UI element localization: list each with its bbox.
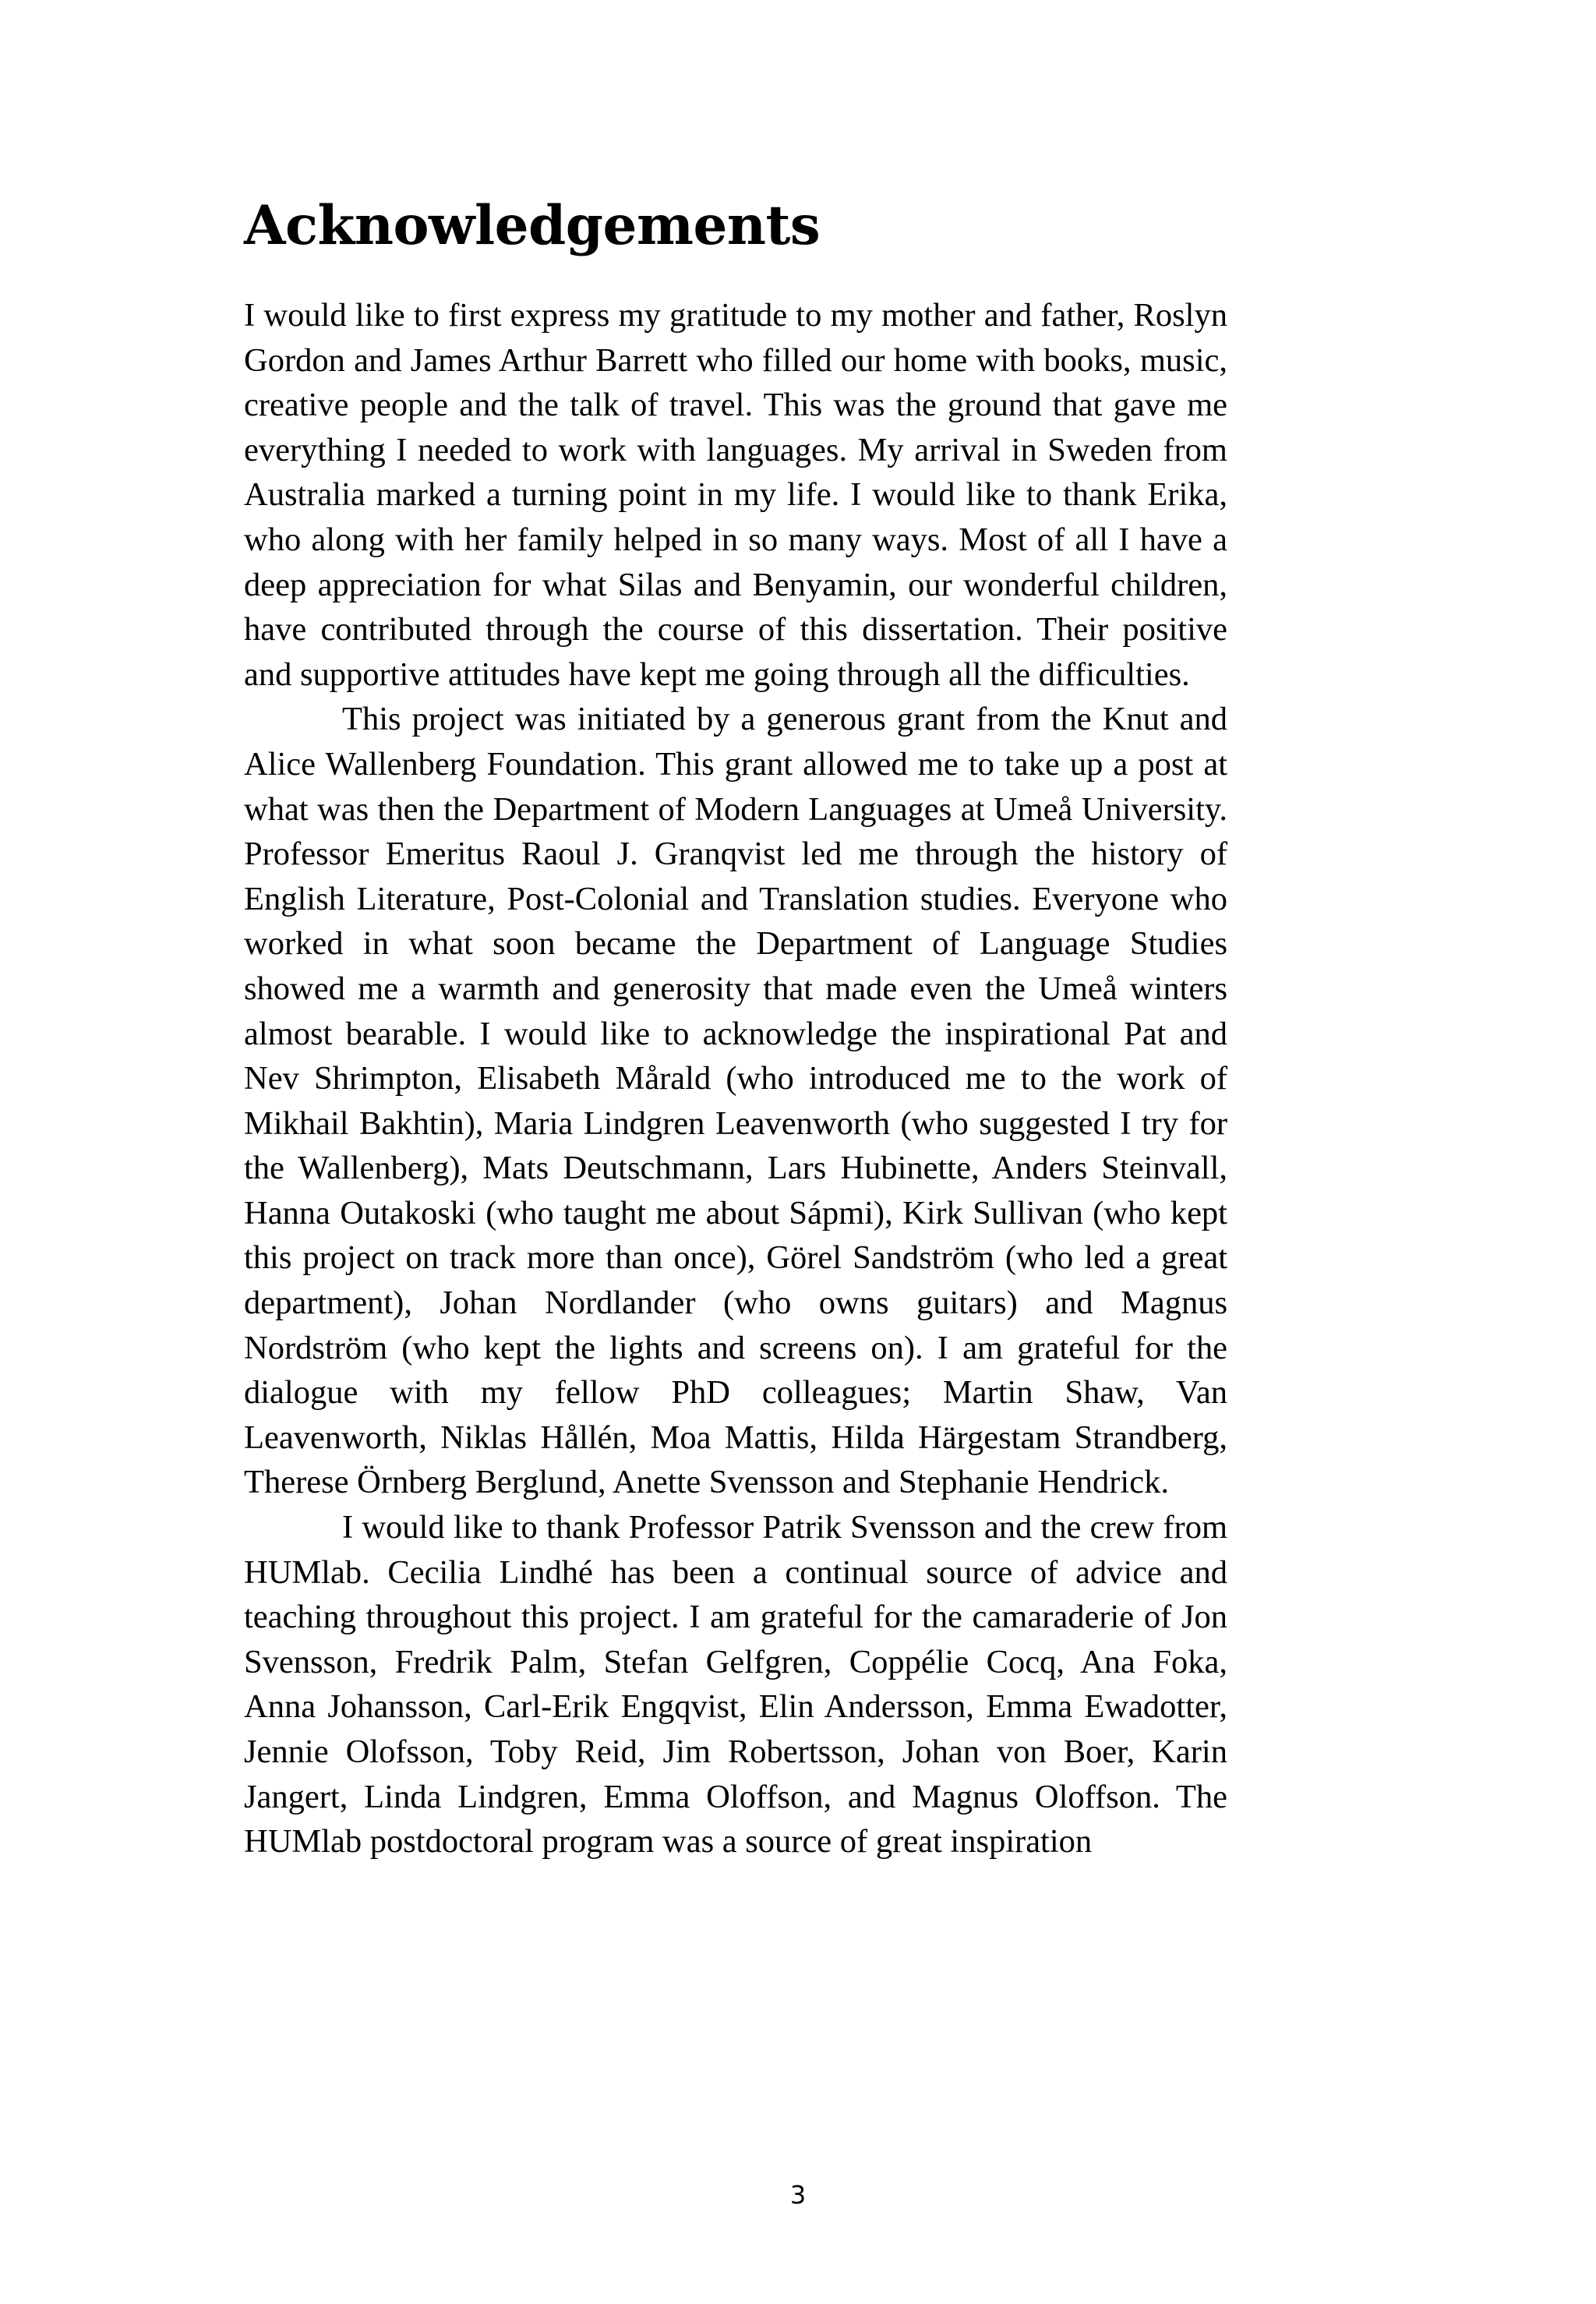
body-text (244, 293, 1227, 1864)
paragraph-humlab: I would like to thank Professor Patrik Svensson and the crew from HUMlab. Cecilia Lindhé has been a continual source of advice and teaching throughout this project. I am grateful for the camaraderie of Jon Svensson, Fredrik Palm, Stefan Gelfgren, Coppélie Cocq, Ana Foka, Anna Johansson, Carl-Erik Engqvist, Elin Andersson, Emma Ewadotter, Jennie Olofsson, Toby Reid, Jim Robertsson, Johan von Boer, Karin Jangert, Linda Lindgren, Emma Oloffson, and Magnus Oloffson. The HUMlab postdoctoral program was a source of great inspiration (244, 1509, 1227, 1861)
page-number: 3 (789, 2180, 807, 2210)
page-title: Acknowledgements (244, 194, 821, 257)
paragraph-family: I would like to first express my gratitude to my mother and father, Roslyn Gordon and James Arthur Barrett who filled our home with books, music, creative people and the talk of travel. This was the ground that gave me everything I needed to work with languages. My arrival in Sweden from Australia marked a turning point in my life. I would like to thank Erika, who along with her family helped in so many ways. Most of all I have a deep appreciation for what Silas and Benyamin, our wonderful children, have contributed through the course of this dissertation. Their positive and supportive attitudes have kept me going through all the difficulties. (244, 297, 1227, 693)
paragraph-department: This project was initiated by a generous grant from the Knut and Alice Wallenberg Foundation. This grant allowed me to take up a post at what was then the Department of Modern Languages at Umeå University. Professor Emeritus Raoul J. Granqvist led me through the history of English Literature, Post-Colonial and Translation studies. Everyone who worked in what soon became the Department of Language Studies showed me a warmth and generosity that made even the Umeå winters almost bearable. I would like to acknowledge the inspirational Pat and Nev Shrimpton, Elisabeth Mårald (who introduced me to the work of Mikhail Bakhtin), Maria Lindgren Leavenworth (who suggested I try for the Wallenberg), Mats Deutschmann, Lars Hubinette, Anders Steinvall, Hanna Outakoski (who taught me about Sápmi), Kirk Sullivan (who kept this project on track more than once), Görel Sandström (who led a great department), Johan Nordlander (who owns guitars) and Magnus Nordström (who kept the lights and screens on). I am grateful for the dialogue with my fellow PhD colleagues; Martin Shaw, Van Leavenworth, Niklas Hållén, Moa Mattis, Hilda Härgestam Strandberg, Therese Örnberg Berglund, Anette Svensson and Stephanie Hendrick. (244, 701, 1227, 1501)
